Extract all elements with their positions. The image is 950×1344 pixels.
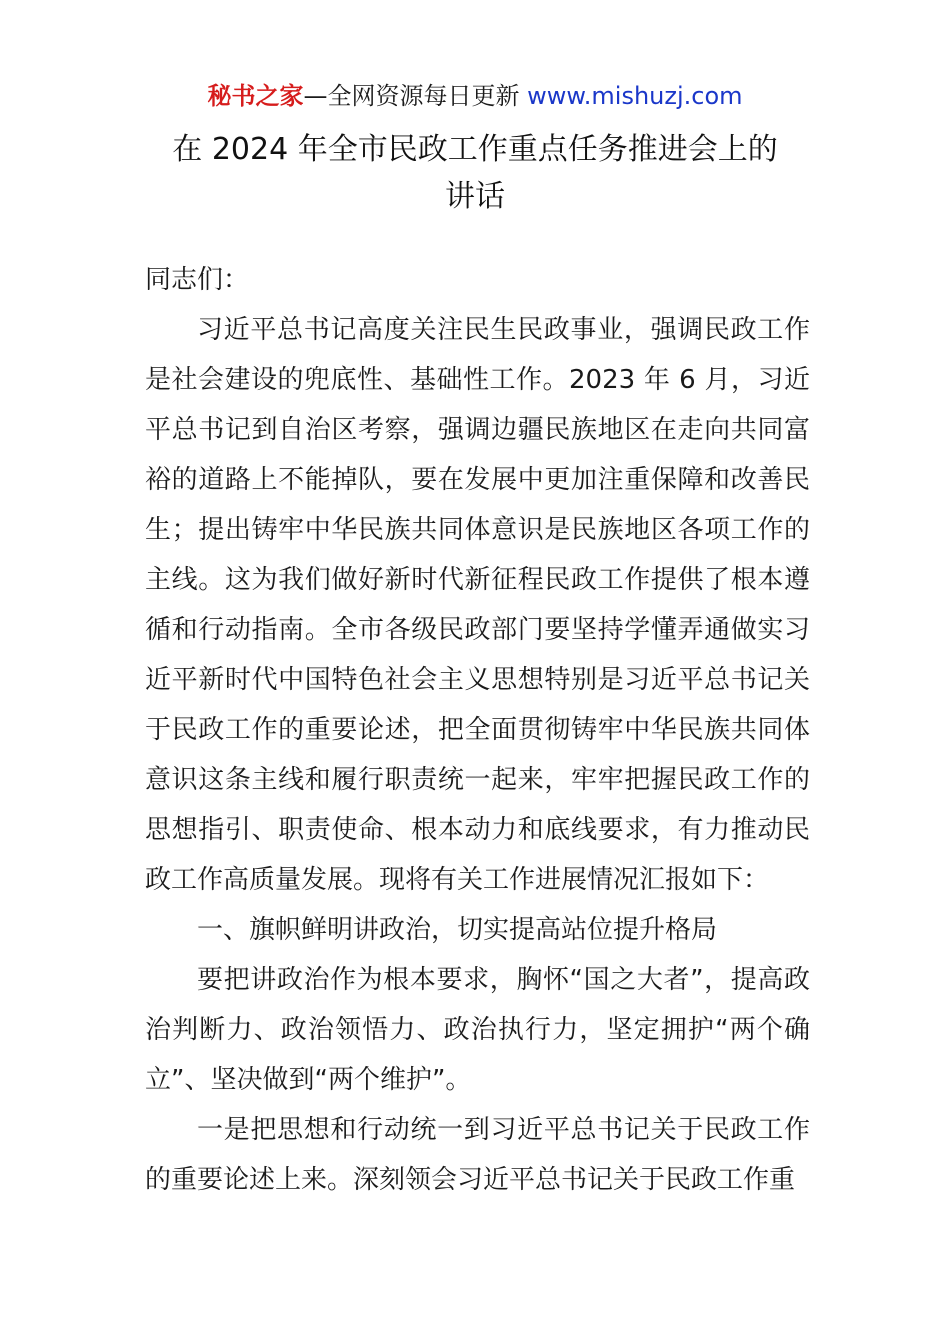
paragraph-intro: 习近平总书记高度关注民生民政事业，强调民政工作是社会建设的兜底性、基础性工作。2023 年 6 月，习近平总书记到自治区考察，强调边疆民族地区在走向共同富裕的道路上不能掉队，要在发展中更加注重保障和改善民生；提出铸牢中华民族共同体意识是民族地区各项工作的主线。这为我们做好新时代新征程民政工作提供了根本遵循和行动指南。全市各级民政部门要坚持学懂弄通做实习近平新时代中国特色社会主义思想特别是习近平总书记关于民政工作的重要论述，把全面贯彻铸牢中华民族共同体意识这条主线和履行职责统一起来，牢牢把握民政工作的思想指引、职责使命、根本动力和底线要求，有力推动民政工作高质量发展。现将有关工作进展情况汇报如下： — [145, 315, 810, 895]
title-line-1: 在 2024 年全市民政工作重点任务推进会上的 — [172, 132, 778, 167]
document-title — [120, 126, 830, 220]
paragraph-section-1: 要把讲政治作为根本要求，胸怀“国之大者”，提高政治判断力、政治领悟力、政治执行力，坚定拥护“两个确立”、坚决做到“两个维护”。 — [145, 965, 810, 1095]
brand-name: 秘书之家 — [207, 82, 304, 110]
salutation: 同志们： — [145, 265, 250, 295]
section-heading-1: 一、旗帜鲜明讲政治，切实提高站位提升格局 — [197, 915, 718, 945]
site-url-link[interactable]: www.mishuzj.com — [527, 82, 743, 110]
header-slogan: —全网资源每日更新 — [303, 82, 528, 110]
site-header — [0, 80, 950, 112]
document-body — [145, 255, 810, 1205]
title-line-2: 讲话 — [445, 179, 505, 214]
paragraph-point-1: 一是把思想和行动统一到习近平总书记关于民政工作的重要论述上来。深刻领会习近平总书记关于民政工作重 — [145, 1115, 810, 1195]
